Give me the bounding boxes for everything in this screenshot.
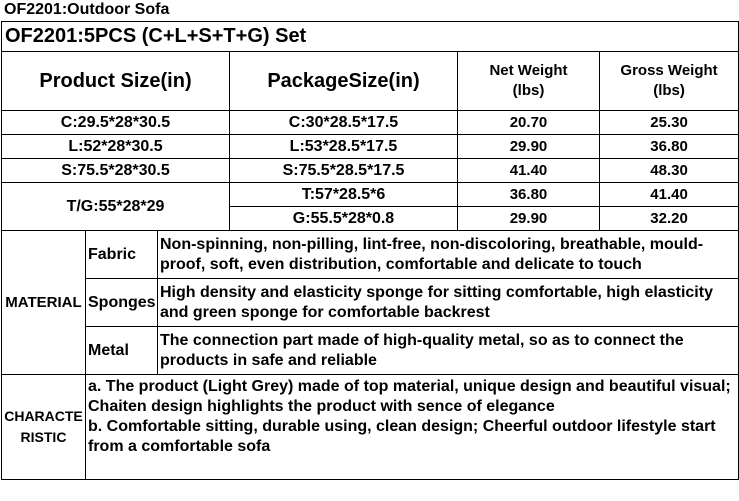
package-size-cell: L:53*28.5*17.5	[230, 135, 458, 159]
product-size-cell: C:29.5*28*30.5	[2, 111, 230, 135]
metal-row	[2, 327, 739, 375]
net-weight-header-line2: (lbs)	[512, 82, 545, 99]
characteristic-point-a: a. The product (Light Grey) made of top material, unique design and beautiful visual; Chaiten design highlights the product with sence of elegance	[88, 378, 731, 415]
page-title: OF2201:Outdoor Sofa	[4, 1, 170, 18]
net-weight-cell: 41.40	[458, 159, 600, 183]
fabric-row	[2, 231, 739, 279]
table-row	[2, 111, 739, 135]
set-title: OF2201:5PCS (C+L+S+T+G) Set	[2, 22, 739, 52]
characteristic-label-line2: RISTIC	[20, 429, 67, 445]
net-weight-cell: 20.70	[458, 111, 600, 135]
characteristic-label	[2, 375, 86, 480]
material-label: MATERIAL	[2, 231, 86, 375]
product-size-header: Product Size(in)	[2, 52, 230, 111]
metal-description: The connection part made of high-quality metal, so as to connect the products in safe and reliable	[158, 327, 739, 375]
characteristic-description	[86, 375, 739, 480]
package-size-header: PackageSize(in)	[230, 52, 458, 111]
t-net-weight-cell: 36.80	[458, 183, 600, 207]
net-weight-cell: 29.90	[458, 135, 600, 159]
metal-label: Metal	[86, 327, 158, 375]
product-size-cell: L:52*28*30.5	[2, 135, 230, 159]
tg-product-size-cell: T/G:55*28*29	[2, 183, 230, 231]
g-gross-weight-cell: 32.20	[600, 207, 739, 231]
fabric-description: Non-spinning, non-pilling, lint-free, non-discoloring, breathable, mould-proof, soft, even distribution, comfortable and delicate to touch	[158, 231, 739, 279]
gross-weight-header	[600, 52, 739, 111]
gross-weight-header-line1: Gross Weight	[620, 62, 718, 79]
t-package-size-cell: T:57*28.5*6	[230, 183, 458, 207]
characteristic-label-line1: CHARACTE	[4, 408, 83, 424]
spec-table	[1, 21, 739, 480]
set-title-row	[2, 22, 739, 52]
header-row	[2, 52, 739, 111]
g-net-weight-cell: 29.90	[458, 207, 600, 231]
gross-weight-cell: 48.30	[600, 159, 739, 183]
package-size-cell: S:75.5*28.5*17.5	[230, 159, 458, 183]
t-gross-weight-cell: 41.40	[600, 183, 739, 207]
gross-weight-cell: 36.80	[600, 135, 739, 159]
table-row	[2, 159, 739, 183]
sponges-label: Sponges	[86, 279, 158, 327]
sponges-description: High density and elasticity sponge for sitting comfortable, high elasticity and green sponge for comfortable backrest	[158, 279, 739, 327]
characteristic-row	[2, 375, 739, 480]
net-weight-header-line1: Net Weight	[489, 62, 568, 79]
package-size-cell: C:30*28.5*17.5	[230, 111, 458, 135]
gross-weight-cell: 25.30	[600, 111, 739, 135]
fabric-label: Fabric	[86, 231, 158, 279]
g-package-size-cell: G:55.5*28*0.8	[230, 207, 458, 231]
table-row	[2, 135, 739, 159]
gross-weight-header-line2: (lbs)	[653, 82, 685, 99]
product-size-cell: S:75.5*28*30.5	[2, 159, 230, 183]
table-row	[2, 183, 739, 207]
sponges-row	[2, 279, 739, 327]
net-weight-header	[458, 52, 600, 111]
characteristic-point-b: b. Comfortable sitting, durable using, clean design; Cheerful outdoor lifestyle start from a comfortable sofa	[88, 418, 716, 455]
